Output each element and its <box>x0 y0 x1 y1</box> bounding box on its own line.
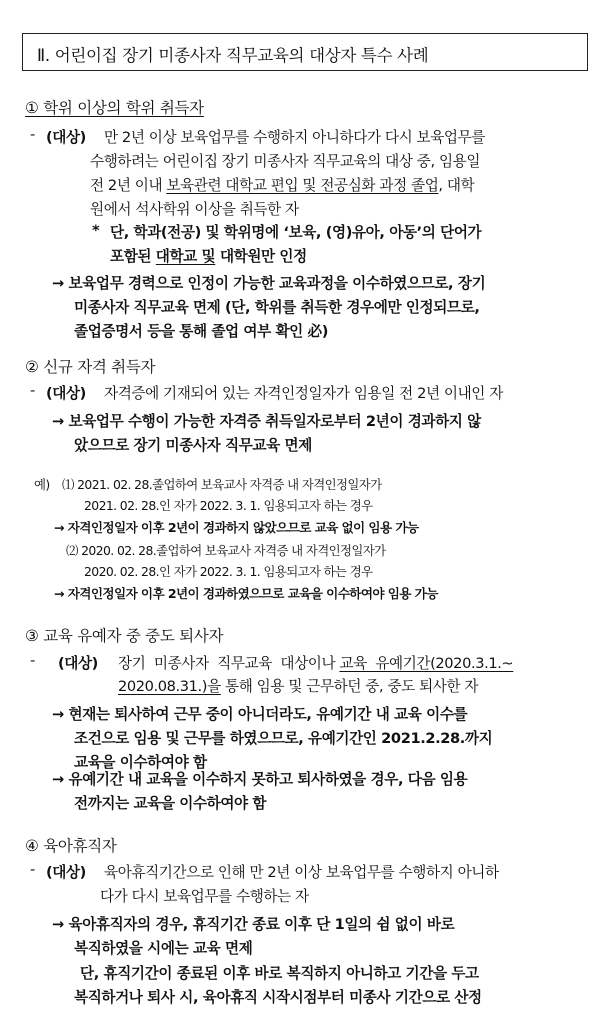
sec4-result-line4: 복직하거나 퇴사 시, 육아휴직 시작시점부터 미종사 기간으로 산정 <box>74 989 482 1006</box>
sec1-line1: 만 2년 이상 보육업무를 수행하지 아니하다가 다시 보육업무를 <box>104 129 485 146</box>
sec1-line3-underlined: 보육관련 대학교 편입 및 전공심화 과정 졸업 <box>166 177 439 194</box>
sec2-example2-result: → 자격인정일자 이후 2년이 경과하였으므로 교육을 이수하여야 임용 가능 <box>54 586 438 601</box>
sec1-note-underlined: 대학교 및 <box>155 248 216 265</box>
sec3-line2-b: 통해 임용 및 근무하던 중, 중도 퇴사한 자 <box>225 678 479 695</box>
sec3-line1-underlined: 교육 유예기간(2020.3.1.~ <box>339 655 514 672</box>
sec2-example1-result: → 자격인정일자 이후 2년이 경과하지 않았으므로 교육 없이 임용 가능 <box>54 520 419 535</box>
sec1-result-line2: 미종사자 직무교육 면제 (단, 학위를 취득한 경우에만 인정되므로, <box>74 299 480 316</box>
sec2-result-line2: 았으므로 장기 미종사자 직무교육 면제 <box>74 437 312 454</box>
sec3-line2 <box>118 675 478 696</box>
sec2-example2-line1: ⑵ 2020. 02. 28.졸업하여 보육교사 자격증 내 자격인정일자가 <box>66 543 386 558</box>
sec4-line1: 육아휴직기간으로 인해 만 2년 이상 보육업무를 수행하지 아니하 <box>104 864 499 881</box>
sec1-note-c: 대학원만 인정 <box>219 248 307 265</box>
sec3-line2-underlined: 2020.08.31.)을 <box>118 678 221 695</box>
sec2-example-label: 예) <box>34 477 50 492</box>
sec2-heading: ② 신규 자격 취득자 <box>25 358 156 376</box>
sec3-line1-a: 장기 미종사자 직무교육 대상이나 <box>118 655 336 672</box>
sec4-heading: ④ 육아휴직자 <box>25 837 117 855</box>
section-title-box <box>22 33 588 71</box>
sec3-heading: ③ 교육 유예자 중 중도 퇴사자 <box>25 627 224 645</box>
sec4-result-line3: 단, 휴직기간이 종료된 이후 바로 복직하지 아니하고 기간을 두고 <box>80 965 479 982</box>
sec4-dash: - <box>30 861 35 878</box>
sec3-result1-line3: 교육을 이수하여야 함 <box>74 754 207 771</box>
sec3-result1-line2: 조건으로 임용 및 근무를 하였으므로, 유예기간인 2021.2.28.까지 <box>74 730 493 747</box>
sec4-result-line2: 복직하였을 시에는 교육 면제 <box>74 940 253 957</box>
sec1-target-tag: (대상) <box>46 129 86 146</box>
sec2-target-tag: (대상) <box>46 385 86 402</box>
sec1-line3 <box>90 174 474 195</box>
section-title: Ⅱ. 어린이집 장기 미종사자 직무교육의 대상자 특수 사례 <box>37 46 429 65</box>
sec1-result-line3: 졸업증명서 등을 통해 졸업 여부 확인 必) <box>74 323 329 340</box>
sec1-dash: - <box>30 126 35 143</box>
sec1-note-star: * <box>92 222 100 239</box>
sec1-result-line1: → 보육업무 경력으로 인정이 가능한 교육과정을 이수하였으므로, 장기 <box>52 275 486 292</box>
sec2-example2-line2: 2020. 02. 28.인 자가 2022. 3. 1. 임용되고자 하는 경우 <box>84 564 373 579</box>
sec1-note-a: 포함된 <box>110 248 152 265</box>
sec3-result2-line1: → 유예기간 내 교육을 이수하지 못하고 퇴사하였을 경우, 다음 임용 <box>52 771 468 788</box>
sec3-result1-line1: → 현재는 퇴사하여 근무 중이 아니더라도, 유예기간 내 교육 이수를 <box>52 706 468 723</box>
sec1-note-line2 <box>110 245 307 266</box>
sec4-target-tag: (대상) <box>46 864 86 881</box>
sec2-dash: - <box>30 382 35 399</box>
sec4-line2: 다가 다시 보육업무를 수행하는 자 <box>100 888 309 905</box>
sec2-example1-line1: ⑴ 2021. 02. 28.졸업하여 보육교사 자격증 내 자격인정일자가 <box>62 477 382 492</box>
sec3-line1 <box>118 652 513 673</box>
sec1-heading: ① 학위 이상의 학위 취득자 <box>25 99 204 117</box>
sec2-example1-line2: 2021. 02. 28.인 자가 2022. 3. 1. 임용되고자 하는 경우 <box>84 498 373 513</box>
sec4-result-line1: → 육아휴직자의 경우, 휴직기간 종료 이후 단 1일의 쉼 없이 바로 <box>52 916 455 933</box>
sec1-line4: 원에서 석사학위 이상을 취득한 자 <box>90 201 299 218</box>
sec2-result-line1: → 보육업무 수행이 가능한 자격증 취득일자로부터 2년이 경과하지 않 <box>52 413 481 430</box>
sec1-line2: 수행하려는 어린이집 장기 미종사자 직무교육의 대상 중, 임용일 <box>90 153 481 170</box>
sec1-line3-a: 전 2년 이내 <box>90 177 163 194</box>
sec1-note-line1: 단, 학과(전공) 및 학위명에 ‘보육, (영)유아, 아동’의 단어가 <box>110 224 482 241</box>
sec3-result2-line2: 전까지는 교육을 이수하여야 함 <box>74 795 267 812</box>
sec2-line1: 자격증에 기재되어 있는 자격인정일자가 임용일 전 2년 이내인 자 <box>104 385 503 402</box>
sec1-line3-c: , 대학 <box>438 177 475 194</box>
sec3-target-tag: (대상) <box>58 655 98 672</box>
sec3-dash: - <box>30 652 35 669</box>
